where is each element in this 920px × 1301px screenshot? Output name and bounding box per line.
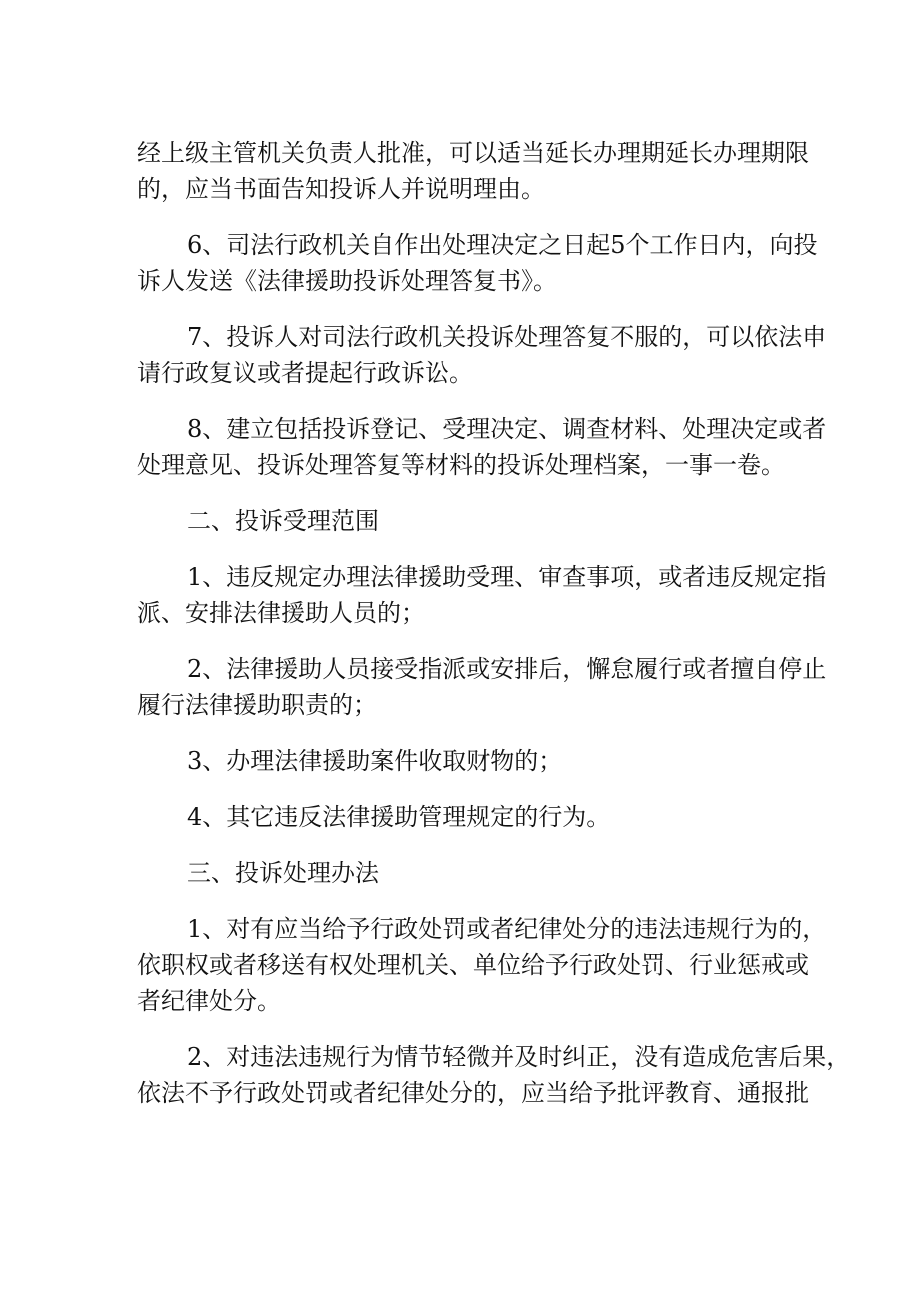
- text-line: 6、司法行政机关自作出处理决定之日起5个工作日内，向投: [187, 231, 818, 259]
- paragraph: [137, 227, 818, 299]
- section-heading: [137, 503, 789, 539]
- text-line: 请行政复议或者提起行政诉讼。: [137, 359, 473, 387]
- paragraph: [137, 135, 809, 207]
- paragraph: [137, 911, 827, 1019]
- paragraph: [137, 411, 827, 483]
- text-line: 经上级主管机关负责人批准，可以适当延长办理期延长办理期限: [137, 139, 809, 167]
- text-line: 8、建立包括投诉登记、受理决定、调查材料、处理决定或者: [187, 415, 827, 443]
- text-line: 的，应当书面告知投诉人并说明理由。: [137, 175, 545, 203]
- paragraph: [137, 651, 827, 723]
- paragraph: [137, 319, 827, 391]
- text-line: 2、法律援助人员接受指派或安排后，懈怠履行或者擅自停止: [187, 655, 827, 683]
- document-body: [137, 135, 851, 1111]
- text-line: 1、对有应当给予行政处罚或者纪律处分的违法违规行为的，: [187, 915, 827, 943]
- paragraph: [137, 743, 789, 779]
- text-line: 者纪律处分。: [137, 987, 281, 1015]
- text-line: 1、违反规定办理法律援助受理、审查事项，或者违反规定指: [187, 563, 827, 591]
- section-heading: [137, 855, 789, 891]
- text-line: 履行法律援助职责的；: [137, 691, 377, 719]
- text-line: 依法不予行政处罚或者纪律处分的，应当给予批评教育、通报批: [137, 1079, 809, 1107]
- text-line: 派、安排法律援助人员的；: [137, 599, 425, 627]
- text-line: 依职权或者移送有权处理机关、单位给予行政处罚、行业惩戒或: [137, 951, 809, 979]
- text-line: 2、对违法违规行为情节轻微并及时纠正，没有造成危害后果，: [187, 1043, 851, 1071]
- text-line: 7、投诉人对司法行政机关投诉处理答复不服的，可以依法申: [187, 323, 827, 351]
- text-line: 4、其它违反法律援助管理规定的行为。: [187, 803, 611, 831]
- paragraph: [137, 1039, 851, 1111]
- text-line: 三、投诉处理办法: [187, 859, 379, 887]
- text-line: 处理意见、投诉处理答复等材料的投诉处理档案，一事一卷。: [137, 451, 785, 479]
- paragraph: [137, 799, 789, 835]
- text-line: 3、办理法律援助案件收取财物的；: [187, 747, 563, 775]
- text-line: 二、投诉受理范围: [187, 507, 379, 535]
- text-line: 诉人发送《法律援助投诉处理答复书》。: [137, 267, 557, 295]
- paragraph: [137, 559, 827, 631]
